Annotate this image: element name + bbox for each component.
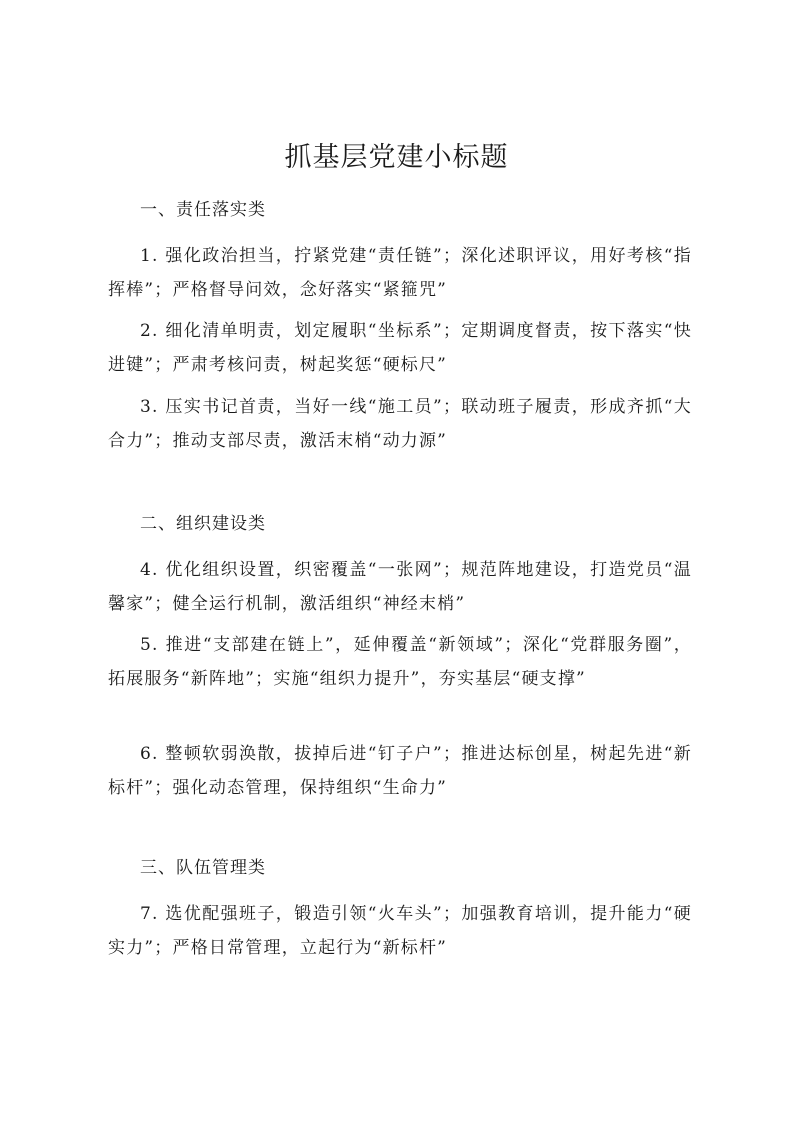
paragraph-item-4: 4. 优化组织设置，织密覆盖“一张网”；规范阵地建设，打造党员“温馨家”；健全运行机制，激活组织“神经末梢” <box>108 560 692 614</box>
section-heading-organization: 二、组织建设类 <box>140 514 266 534</box>
paragraph-item-5: 5. 推进“支部建在链上”，延伸覆盖“新领域”；深化“党群服务圈”，拓展服务“新阵地”；实施“组织力提升”，夯实基层“硬支撑” <box>108 635 692 689</box>
paragraph-item-6: 6. 整顿软弱涣散，拔掉后进“钉子户”；推进达标创星，树起先进“新标杆”；强化动态管理，保持组织“生命力” <box>108 744 692 798</box>
document-title: 抓基层党建小标题 <box>284 142 509 173</box>
paragraph-item-1: 1. 强化政治担当，拧紧党建“责任链”；深化述职评议，用好考核“指挥棒”；严格督导问效，念好落实“紧箍咒” <box>108 246 692 300</box>
section-heading-team: 三、队伍管理类 <box>140 858 266 878</box>
paragraph-item-3: 3. 压实书记首责，当好一线“施工员”；联动班子履责，形成齐抓“大合力”；推动支部尽责，激活末梢“动力源” <box>108 397 692 451</box>
section-heading-responsibility: 一、责任落实类 <box>140 200 266 220</box>
paragraph-item-7: 7. 选优配强班子，锻造引领“火车头”；加强教育培训，提升能力“硬实力”；严格日常管理，立起行为“新标杆” <box>108 904 692 958</box>
paragraph-item-2: 2. 细化清单明责，划定履职“坐标系”；定期调度督责，按下落实“快进键”；严肃考核问责，树起奖惩“硬标尺” <box>108 321 692 375</box>
